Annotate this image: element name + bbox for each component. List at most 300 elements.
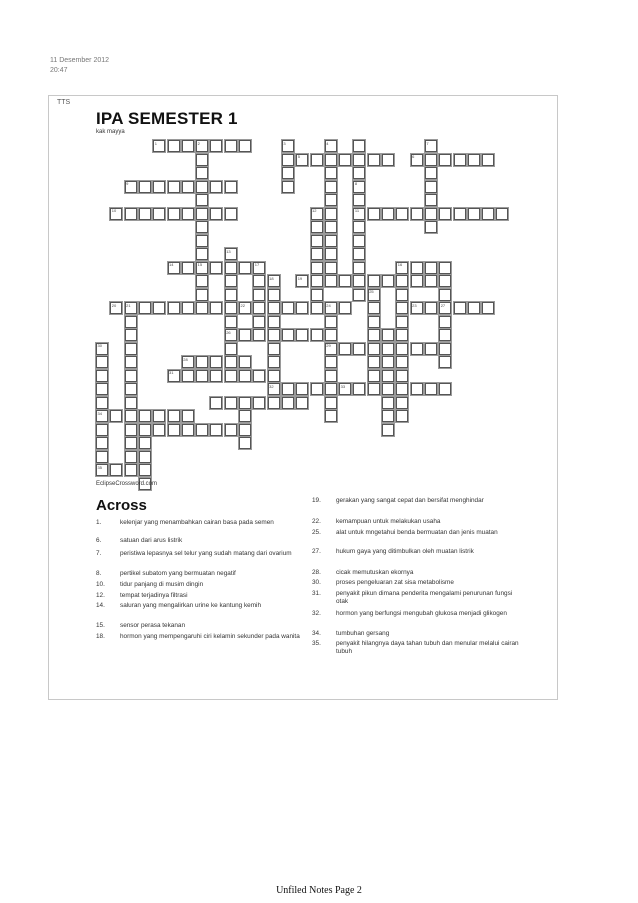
clue-number: 6. <box>96 537 102 544</box>
grid-cell[interactable] <box>425 194 437 206</box>
grid-number: 25 <box>369 289 374 294</box>
grid-cell[interactable] <box>168 302 180 314</box>
puzzle-title: IPA SEMESTER 1 <box>96 109 238 128</box>
grid-number: 20 <box>111 302 117 308</box>
grid-cell[interactable] <box>253 397 265 409</box>
grid-cell[interactable] <box>368 383 380 395</box>
grid-cell[interactable] <box>325 154 337 166</box>
clue-text: penyakit hilangnya daya tahan tubuh dan menular melalui cairan tubuh <box>336 640 519 655</box>
grid-cell[interactable] <box>196 181 208 193</box>
grid-cell[interactable] <box>311 383 323 395</box>
grid-cell[interactable] <box>368 316 380 328</box>
grid-cell[interactable] <box>311 262 323 274</box>
grid-cell[interactable] <box>139 302 151 314</box>
grid-cell[interactable] <box>239 424 251 436</box>
grid-number: 13 <box>226 248 231 254</box>
clue-number: 34. <box>312 630 321 637</box>
grid-cell[interactable] <box>311 329 323 341</box>
grid-cell[interactable] <box>482 302 494 314</box>
grid-cell[interactable] <box>125 383 137 395</box>
grid-cell[interactable] <box>196 221 208 233</box>
grid-cell[interactable] <box>353 262 365 274</box>
grid-cell[interactable] <box>225 208 237 220</box>
grid-cell[interactable] <box>196 424 208 436</box>
grid-number: 34 <box>97 410 102 416</box>
grid-cell[interactable] <box>282 302 294 314</box>
grid-cell[interactable] <box>396 275 408 287</box>
grid-cell[interactable] <box>411 262 423 274</box>
grid-number: 26 <box>226 329 231 335</box>
grid-cell[interactable] <box>96 370 108 382</box>
grid-cell[interactable] <box>325 329 337 341</box>
grid-cell[interactable] <box>382 275 394 287</box>
grid-cell[interactable] <box>210 370 222 382</box>
grid-cell[interactable] <box>196 275 208 287</box>
grid-cell[interactable] <box>153 302 165 314</box>
puzzle-author: kak mayya <box>96 129 125 135</box>
grid-cell[interactable] <box>225 275 237 287</box>
grid-cell[interactable] <box>125 424 137 436</box>
grid-cell[interactable] <box>468 154 480 166</box>
grid-cell[interactable] <box>196 248 208 260</box>
clue-number: 15. <box>96 622 105 629</box>
grid-cell[interactable] <box>368 208 380 220</box>
grid-cell[interactable] <box>325 235 337 247</box>
grid-number: 28 <box>183 356 188 362</box>
grid-cell[interactable] <box>296 383 308 395</box>
grid-number: 9 <box>126 181 129 186</box>
grid-cell[interactable] <box>439 329 451 341</box>
grid-cell[interactable] <box>139 410 151 422</box>
grid-cell[interactable] <box>382 356 394 368</box>
grid-cell[interactable] <box>425 302 437 314</box>
grid-cell[interactable] <box>225 289 237 301</box>
grid-cell[interactable] <box>382 208 394 220</box>
grid-number: 10 <box>111 208 117 213</box>
grid-number: 15 <box>197 262 203 267</box>
grid-cell[interactable] <box>296 397 308 409</box>
grid-cell[interactable] <box>139 424 151 436</box>
grid-cell[interactable] <box>225 302 237 314</box>
grid-cell[interactable] <box>239 410 251 422</box>
grid-cell[interactable] <box>439 262 451 274</box>
grid-cell[interactable] <box>125 410 137 422</box>
grid-cell[interactable] <box>396 302 408 314</box>
grid-cell[interactable] <box>311 154 323 166</box>
note-tag: TTS <box>57 99 71 106</box>
grid-cell[interactable] <box>239 140 251 152</box>
grid-number: 32 <box>269 383 274 389</box>
grid-cell[interactable] <box>210 302 222 314</box>
grid-cell[interactable] <box>182 208 194 220</box>
grid-cell[interactable] <box>253 302 265 314</box>
grid-cell[interactable] <box>425 154 437 166</box>
grid-number: 2 <box>197 140 200 146</box>
grid-cell[interactable] <box>168 410 180 422</box>
grid-cell[interactable] <box>353 154 365 166</box>
clue-number: 28. <box>312 569 321 576</box>
grid-number: 30 <box>97 343 102 348</box>
grid-cell[interactable] <box>96 451 108 463</box>
clue-number: 27. <box>312 548 321 555</box>
grid-cell[interactable] <box>239 329 251 341</box>
grid-cell[interactable] <box>468 208 480 220</box>
grid-cell[interactable] <box>396 410 408 422</box>
grid-cell[interactable] <box>125 356 137 368</box>
grid-cell[interactable] <box>425 181 437 193</box>
grid-cell[interactable] <box>196 235 208 247</box>
grid-cell[interactable] <box>268 356 280 368</box>
grid-cell[interactable] <box>196 167 208 179</box>
grid-cell[interactable] <box>210 262 222 274</box>
grid-number: 24 <box>326 302 331 308</box>
grid-cell[interactable] <box>454 208 466 220</box>
grid-cell[interactable] <box>325 356 337 368</box>
grid-cell[interactable] <box>382 329 394 341</box>
grid-cell[interactable] <box>311 248 323 260</box>
grid-cell[interactable] <box>268 302 280 314</box>
grid-cell[interactable] <box>325 397 337 409</box>
grid-cell[interactable] <box>339 302 351 314</box>
grid-cell[interactable] <box>325 221 337 233</box>
grid-cell[interactable] <box>325 181 337 193</box>
grid-cell[interactable] <box>353 383 365 395</box>
grid-cell[interactable] <box>496 208 508 220</box>
note-time: 20:47 <box>50 67 68 74</box>
grid-cell[interactable] <box>282 167 294 179</box>
clue-number: 14. <box>96 602 105 609</box>
grid-cell[interactable] <box>282 154 294 166</box>
grid-cell[interactable] <box>225 356 237 368</box>
grid-cell[interactable] <box>382 154 394 166</box>
grid-cell[interactable] <box>125 397 137 409</box>
grid-cell[interactable] <box>439 316 451 328</box>
grid-cell[interactable] <box>239 370 251 382</box>
clue-number: 8. <box>96 570 102 577</box>
grid-cell[interactable] <box>368 356 380 368</box>
grid-cell[interactable] <box>182 302 194 314</box>
grid-cell[interactable] <box>411 275 423 287</box>
grid-cell[interactable] <box>353 221 365 233</box>
grid-cell[interactable] <box>110 410 122 422</box>
grid-cell[interactable] <box>125 316 137 328</box>
grid-cell[interactable] <box>196 289 208 301</box>
grid-cell[interactable] <box>368 329 380 341</box>
puzzle-source: EclipseCrossword.com <box>96 481 158 487</box>
clue-text: proses pengeluaran zat sisa metabolisme <box>336 579 454 586</box>
grid-cell[interactable] <box>196 302 208 314</box>
grid-cell[interactable] <box>268 343 280 355</box>
clue-text: hormon yang berfungsi mengubah glukosa menjadi glikogen <box>336 610 507 617</box>
grid-cell[interactable] <box>210 397 222 409</box>
page-footer: Unfiled Notes Page 2 <box>276 885 362 896</box>
grid-cell[interactable] <box>253 275 265 287</box>
grid-cell[interactable] <box>425 262 437 274</box>
note-date: 11 Desember 2012 <box>50 57 110 64</box>
grid-cell[interactable] <box>325 262 337 274</box>
grid-cell[interactable] <box>153 410 165 422</box>
grid-cell[interactable] <box>353 235 365 247</box>
grid-cell[interactable] <box>368 154 380 166</box>
grid-cell[interactable] <box>325 275 337 287</box>
grid-cell[interactable] <box>396 356 408 368</box>
grid-cell[interactable] <box>253 370 265 382</box>
grid-cell[interactable] <box>125 343 137 355</box>
grid-cell[interactable] <box>353 343 365 355</box>
grid-cell[interactable] <box>311 221 323 233</box>
grid-cell[interactable] <box>282 329 294 341</box>
grid-cell[interactable] <box>368 343 380 355</box>
grid-cell[interactable] <box>139 437 151 449</box>
grid-cell[interactable] <box>339 154 351 166</box>
grid-cell[interactable] <box>425 343 437 355</box>
grid-cell[interactable] <box>96 383 108 395</box>
grid-cell[interactable] <box>125 370 137 382</box>
clue-text: hukum gaya yang ditimbulkan oleh muatan listrik <box>336 548 474 555</box>
grid-cell[interactable] <box>368 302 380 314</box>
grid-cell[interactable] <box>153 208 165 220</box>
grid-cell[interactable] <box>325 316 337 328</box>
grid-cell[interactable] <box>339 275 351 287</box>
grid-cell[interactable] <box>382 383 394 395</box>
grid-cell[interactable] <box>268 329 280 341</box>
grid-cell[interactable] <box>396 329 408 341</box>
grid-cell[interactable] <box>139 208 151 220</box>
grid-cell[interactable] <box>125 329 137 341</box>
grid-cell[interactable] <box>282 397 294 409</box>
grid-cell[interactable] <box>96 424 108 436</box>
grid-cell[interactable] <box>96 437 108 449</box>
clue-text: tidur panjang di musim dingin <box>120 581 204 588</box>
grid-cell[interactable] <box>439 343 451 355</box>
grid-cell[interactable] <box>96 397 108 409</box>
grid-cell[interactable] <box>368 370 380 382</box>
grid-number: 22 <box>240 302 245 308</box>
grid-cell[interactable] <box>325 383 337 395</box>
clue-number: 30. <box>312 579 321 586</box>
grid-cell[interactable] <box>153 424 165 436</box>
grid-cell[interactable] <box>268 316 280 328</box>
grid-cell[interactable] <box>225 424 237 436</box>
grid-cell[interactable] <box>439 154 451 166</box>
grid-cell[interactable] <box>225 181 237 193</box>
grid-cell[interactable] <box>311 289 323 301</box>
grid-cell[interactable] <box>353 248 365 260</box>
clue-number: 10. <box>96 581 105 588</box>
grid-cell[interactable] <box>411 343 423 355</box>
grid-cell[interactable] <box>382 424 394 436</box>
grid-cell[interactable] <box>311 302 323 314</box>
grid-number: 21 <box>126 302 131 308</box>
clue-number: 25. <box>312 529 321 536</box>
grid-cell[interactable] <box>225 262 237 274</box>
grid-cell[interactable] <box>225 140 237 152</box>
grid-cell[interactable] <box>439 356 451 368</box>
clue-text: alat untuk mngetahui benda bermuatan dan jenis muatan <box>336 529 498 536</box>
grid-cell[interactable] <box>182 262 194 274</box>
grid-cell[interactable] <box>454 302 466 314</box>
grid-cell[interactable] <box>210 356 222 368</box>
grid-cell[interactable] <box>396 370 408 382</box>
grid-cell[interactable] <box>396 289 408 301</box>
grid-cell[interactable] <box>182 181 194 193</box>
grid-cell[interactable] <box>439 289 451 301</box>
grid-number: 18 <box>269 275 274 281</box>
grid-cell[interactable] <box>168 208 180 220</box>
grid-cell[interactable] <box>182 410 194 422</box>
grid-cell[interactable] <box>125 451 137 463</box>
grid-cell[interactable] <box>210 140 222 152</box>
grid-cell[interactable] <box>225 397 237 409</box>
grid-cell[interactable] <box>425 383 437 395</box>
grid-cell[interactable] <box>439 275 451 287</box>
grid-cell[interactable] <box>425 208 437 220</box>
grid-cell[interactable] <box>168 140 180 152</box>
clue-text: saluran yang mengalirkan urine ke kantung kemih <box>120 602 262 609</box>
grid-number: 31 <box>169 370 174 375</box>
grid-cell[interactable] <box>268 397 280 409</box>
grid-cell[interactable] <box>382 343 394 355</box>
grid-cell[interactable] <box>225 370 237 382</box>
grid-cell[interactable] <box>282 383 294 395</box>
clue-text: kelenjar yang menambahkan cairan basa pada semen <box>120 519 274 526</box>
grid-cell[interactable] <box>296 329 308 341</box>
grid-cell[interactable] <box>396 208 408 220</box>
grid-cell[interactable] <box>225 343 237 355</box>
clue-number: 22. <box>312 518 321 525</box>
grid-number: 12 <box>312 208 317 213</box>
grid-cell[interactable] <box>96 356 108 368</box>
grid-cell[interactable] <box>268 289 280 301</box>
clue-number: 35. <box>312 640 321 647</box>
across-heading: Across <box>96 497 147 514</box>
grid-cell[interactable] <box>239 437 251 449</box>
grid-cell[interactable] <box>325 410 337 422</box>
clue-text: hormon yang mempengaruhi ciri kelamin sekunder pada wanita <box>120 633 300 640</box>
grid-cell[interactable] <box>196 194 208 206</box>
grid-cell[interactable] <box>339 343 351 355</box>
grid-cell[interactable] <box>382 410 394 422</box>
grid-cell[interactable] <box>396 316 408 328</box>
grid-cell[interactable] <box>325 208 337 220</box>
grid-cell[interactable] <box>139 464 151 476</box>
grid-cell[interactable] <box>110 464 122 476</box>
clue-number: 7. <box>96 550 102 557</box>
grid-cell[interactable] <box>425 275 437 287</box>
grid-cell[interactable] <box>396 397 408 409</box>
grid-number: 16 <box>397 262 403 267</box>
grid-cell[interactable] <box>153 181 165 193</box>
grid-cell[interactable] <box>253 329 265 341</box>
grid-cell[interactable] <box>454 154 466 166</box>
grid-cell[interactable] <box>353 289 365 301</box>
grid-number: 27 <box>440 302 446 308</box>
clue-text: peristiwa lepasnya sel telur yang sudah matang dari ovarium <box>120 550 292 557</box>
clue-text: penyakit pikun dimana penderita mengalami penurunan fungsi otak <box>336 590 513 605</box>
grid-cell[interactable] <box>210 181 222 193</box>
grid-cell[interactable] <box>253 289 265 301</box>
grid-cell[interactable] <box>210 208 222 220</box>
grid-cell[interactable] <box>396 383 408 395</box>
grid-cell[interactable] <box>125 464 137 476</box>
grid-cell[interactable] <box>196 154 208 166</box>
grid-cell[interactable] <box>425 221 437 233</box>
grid-cell[interactable] <box>439 208 451 220</box>
clue-text: pertikel subatom yang bermuatan negatif <box>120 570 236 577</box>
clue-number: 31. <box>312 590 321 597</box>
grid-cell[interactable] <box>411 208 423 220</box>
grid-number: 3 <box>283 140 286 146</box>
grid-cell[interactable] <box>139 181 151 193</box>
grid-cell[interactable] <box>182 370 194 382</box>
grid-cell[interactable] <box>425 167 437 179</box>
grid-cell[interactable] <box>196 356 208 368</box>
grid-cell[interactable] <box>325 370 337 382</box>
grid-cell[interactable] <box>210 424 222 436</box>
clue-text: tempat terjadinya filtrasi <box>120 592 188 599</box>
grid-cell[interactable] <box>482 208 494 220</box>
grid-cell[interactable] <box>296 302 308 314</box>
grid-number: 5 <box>297 154 300 159</box>
grid-cell[interactable] <box>353 275 365 287</box>
grid-cell[interactable] <box>239 356 251 368</box>
grid-cell[interactable] <box>196 370 208 382</box>
grid-cell[interactable] <box>225 316 237 328</box>
grid-cell[interactable] <box>311 235 323 247</box>
grid-cell[interactable] <box>382 370 394 382</box>
grid-cell[interactable] <box>125 437 137 449</box>
grid-cell[interactable] <box>282 181 294 193</box>
clue-number: 32. <box>312 610 321 617</box>
grid-number: 1 <box>154 140 157 146</box>
grid-cell[interactable] <box>368 275 380 287</box>
grid-number: 19 <box>297 275 303 281</box>
grid-cell[interactable] <box>382 397 394 409</box>
grid-cell[interactable] <box>125 208 137 220</box>
grid-cell[interactable] <box>325 248 337 260</box>
grid-cell[interactable] <box>239 397 251 409</box>
grid-cell[interactable] <box>168 424 180 436</box>
grid-cell[interactable] <box>325 167 337 179</box>
grid-cell[interactable] <box>439 383 451 395</box>
grid-number: 29 <box>326 343 331 348</box>
grid-cell[interactable] <box>139 451 151 463</box>
grid-cell[interactable] <box>268 370 280 382</box>
grid-number: 8 <box>354 181 358 186</box>
grid-number: 11 <box>354 208 360 213</box>
grid-cell[interactable] <box>353 140 365 152</box>
grid-cell[interactable] <box>411 383 423 395</box>
grid-cell[interactable] <box>182 424 194 436</box>
grid-cell[interactable] <box>353 167 365 179</box>
grid-cell[interactable] <box>253 316 265 328</box>
grid-cell[interactable] <box>168 181 180 193</box>
grid-cell[interactable] <box>196 208 208 220</box>
grid-cell[interactable] <box>468 302 480 314</box>
grid-number: 17 <box>254 262 260 267</box>
grid-cell[interactable] <box>396 343 408 355</box>
grid-number: 35 <box>97 464 102 470</box>
grid-cell[interactable] <box>325 194 337 206</box>
grid-cell[interactable] <box>182 140 194 152</box>
grid-cell[interactable] <box>353 194 365 206</box>
grid-number: 4 <box>326 140 329 146</box>
grid-number: 33 <box>340 383 346 389</box>
grid-number: 6 <box>412 154 415 159</box>
grid-cell[interactable] <box>311 275 323 287</box>
grid-cell[interactable] <box>482 154 494 166</box>
grid-cell[interactable] <box>239 262 251 274</box>
